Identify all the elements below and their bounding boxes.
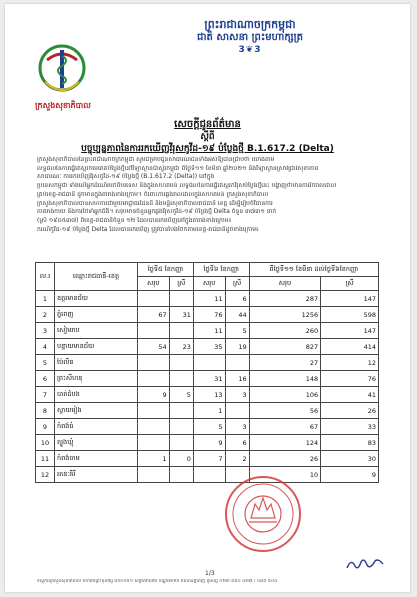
day2-total: 7: [193, 451, 225, 467]
day1-female: [169, 419, 193, 435]
day2-total: 31: [193, 371, 225, 387]
day2-total: 13: [193, 387, 225, 403]
document-subject: បច្ចុប្បន្នភាពនៃការរកឃើញវីរុសកូវីដ-១៩ បំប្លែងថ្មី B.1.617.2 (Delta): [81, 144, 334, 154]
day2-total: 11: [193, 323, 225, 339]
subheader-female: ស្រី: [169, 277, 193, 291]
body-line: ក្រសួងសុខាភិបាលនៃព្រះរាជាណាចក្រកម្ពុជា សូមជម្រាបជូនសាធារណជនទាំងអស់ឱ្យបានជ្រាបថា យោងតាម: [37, 156, 275, 163]
row-number: 2: [36, 307, 55, 323]
day2-total: [193, 467, 225, 483]
day2-female: 19: [225, 339, 249, 355]
cumulative-total: 148: [249, 371, 320, 387]
day2-total: 76: [193, 307, 225, 323]
body-line: ប្រទេសកម្ពុជា ទាំងលើអ្នកដំណើរមកពីបរទេស និងក្នុងសហគមន៍ លទ្ធផលនៃការធ្វើតេស្តរកវីរុសបំប្លែងថ្មីនេះ បង្ហាញថាមានការរីករាលដាល: [37, 182, 337, 190]
cumulative-total: 1256: [249, 307, 320, 323]
cumulative-female: 414: [321, 339, 379, 355]
day1-total: 54: [138, 339, 170, 355]
cumulative-female: 147: [321, 323, 379, 339]
day1-female: [169, 467, 193, 483]
row-number: 10: [36, 435, 55, 451]
header-day1: ថ្ងៃទី៥ ខែកញ្ញា: [138, 263, 194, 277]
day1-total: [138, 323, 170, 339]
table-row: [36, 435, 379, 451]
day2-female: 2: [225, 451, 249, 467]
province-name: កំពង់ចាម: [55, 451, 138, 467]
document-page: [5, 4, 410, 592]
body-paragraph: [37, 156, 387, 234]
signature-icon: [345, 556, 385, 572]
day1-female: [169, 291, 193, 307]
row-number: 12: [36, 467, 55, 483]
kingdom-header: [160, 18, 340, 57]
province-name: ស្វាយរៀង: [55, 403, 138, 419]
province-name: ព្រះសីហនុ: [55, 371, 138, 387]
province-name: បាត់ដំបង: [55, 387, 138, 403]
day2-total: 35: [193, 339, 225, 355]
body-line: គ្រប់ខេត្ត-រាជធានី ដូចមានក្នុងតារាងខាងក្រោម។ ចំពោះការឆ្លងរាលដាលក្នុងសហគមន៍ ក្រសួងសុខាភិបាល: [37, 190, 269, 198]
province-name: បន្ទាយមានជ័យ: [55, 339, 138, 355]
page-number: 1/3: [205, 570, 215, 577]
cumulative-female: 76: [321, 371, 379, 387]
day2-total: [193, 355, 225, 371]
province-name: រតនៈគិរី: [55, 467, 138, 483]
day2-female: 6: [225, 435, 249, 451]
table-row: [36, 419, 379, 435]
day1-female: [169, 323, 193, 339]
table-header-row: [36, 263, 379, 277]
cumulative-total: 124: [249, 435, 320, 451]
ministry-logo-icon: [37, 42, 87, 104]
header-cumulative: ពីថ្ងៃទី១១ ខែមីនា ដល់ថ្ងៃទី៦ខែកញ្ញា: [249, 263, 378, 277]
cumulative-total: 67: [249, 419, 320, 435]
document-subject-label: ស្តីពី: [200, 132, 215, 142]
cumulative-total: 10: [249, 467, 320, 483]
official-seal-icon: [223, 474, 303, 554]
row-number: 8: [36, 403, 55, 419]
day2-total: 9: [193, 435, 225, 451]
body-line: ករណីកូវីដ-១៩ បំប្លែងថ្មី Delta ដែលបានរកឃើញ ត្រូវបានបែងចែកតាមខេត្ត-រាជធានីដូចខាងក្រោម៖: [37, 225, 259, 233]
cumulative-total: 260: [249, 323, 320, 339]
ministry-name: ក្រសួងសុខាភិបាល: [35, 101, 91, 110]
day2-female: [225, 355, 249, 371]
province-name: សៀមរាប: [55, 323, 138, 339]
day2-female: 16: [225, 371, 249, 387]
header-no: ល.រ: [36, 263, 55, 291]
day2-female: 44: [225, 307, 249, 323]
day1-total: [138, 291, 170, 307]
day2-female: [225, 403, 249, 419]
subheader-female: ស្រី: [321, 277, 379, 291]
row-number: 11: [36, 451, 55, 467]
table-row: [36, 339, 379, 355]
cumulative-female: 598: [321, 307, 379, 323]
day1-female: [169, 355, 193, 371]
row-number: 7: [36, 387, 55, 403]
table-row: [36, 371, 379, 387]
row-number: 3: [36, 323, 55, 339]
table-row: [36, 387, 379, 403]
body-line: សាធារណៈ ការរកឃើញវីរុសកូវីដ-១៩ បំប្លែងថ្មី (B.1.617.2 (Delta)) នៅក្នុង: [37, 173, 215, 181]
body-line: ក្រសួងសុខាភិបាលបានសហការជាមួយអាជ្ញាធរដែនដី និងមន្ទីរសុខាភិបាលរាជធានី ខេត្ត ដើម្បីរៀបចំវិធានការ: [37, 199, 273, 207]
day1-female: [169, 371, 193, 387]
row-number: 5: [36, 355, 55, 371]
province-name: ត្បូងឃ្មុំ: [55, 435, 138, 451]
day2-female: 6: [225, 291, 249, 307]
day1-female: 5: [169, 387, 193, 403]
subheader-total: សរុប: [193, 277, 225, 291]
day1-total: 1: [138, 451, 170, 467]
day1-female: 31: [169, 307, 193, 323]
day1-total: [138, 467, 170, 483]
row-number: 4: [36, 339, 55, 355]
province-name: ប៉ៃលិន: [55, 355, 138, 371]
province-name: កំពង់ធំ: [55, 419, 138, 435]
footer-address: ទីស្តីការក្រសួងសុខាភិបាល មហាវិថីព្រះមុនីវង្ស លេខ១៥១ សង្កាត់វាលវង់ ខណ្ឌ៧មករា រាជធានីភ្នំពេញ ទូរស័ព្ទ ០២៣ ៨៨០ ៤២៧ / ០៨៥ ៥០៤: [37, 579, 278, 584]
document-title: សេចក្តីជូនព័ត៌មាន: [174, 119, 241, 130]
province-name: ឧត្តរមានជ័យ: [55, 291, 138, 307]
body-line: លទ្ធផលនៃការធ្វើតេស្តរកមេរោគបំប្លែងថ្មីនៅវិទ្យាស្ថានប៉ាស្ទ័រកម្ពុជា ពីថ្ងៃទី១១ ខែមីនា ឆ្នាំ២០២១ និងវិទ្យាស្ថានស្រាវជ្រាវសុខាភាព: [37, 164, 319, 172]
province-name: ភ្នំពេញ: [55, 307, 138, 323]
day1-total: [138, 435, 170, 451]
day1-total: [138, 403, 170, 419]
day2-female: 3: [225, 387, 249, 403]
day2-total: 1: [193, 403, 225, 419]
body-line: (ស្រី ១៩០៥៣៧) ពីខេត្ត-រាជធានីចំនួន ១២ ដែលបានរកឃើញនៅក្នុងតារាងខាងក្រោម៖: [37, 216, 232, 224]
cumulative-total: 26: [249, 451, 320, 467]
day1-female: [169, 403, 193, 419]
cumulative-female: 26: [321, 403, 379, 419]
table-row: [36, 403, 379, 419]
day1-total: [138, 371, 170, 387]
cases-table: [35, 262, 379, 483]
day2-total: 5: [193, 419, 225, 435]
subheader-total: សរុប: [138, 277, 170, 291]
row-number: 6: [36, 371, 55, 387]
day1-female: 23: [169, 339, 193, 355]
table-row: [36, 291, 379, 307]
row-number: 1: [36, 291, 55, 307]
table-row: [36, 355, 379, 371]
cumulative-total: 56: [249, 403, 320, 419]
cumulative-female: 9: [321, 467, 379, 483]
cumulative-total: 106: [249, 387, 320, 403]
cumulative-female: 33: [321, 419, 379, 435]
body-line: ភាគរាងកាយ និងការថែទាំអ្នកជំងឺ។ សរុបមានចំនួនអ្នកឆ្លងវីរុសកូវីដ-១៩ បំប្លែងថ្មី Delta ចំនួន ៣៧៣១ នាក់: [37, 208, 277, 216]
cumulative-total: 27: [249, 355, 320, 371]
cumulative-female: 41: [321, 387, 379, 403]
table-row: [36, 467, 379, 483]
day1-female: 0: [169, 451, 193, 467]
day1-total: [138, 419, 170, 435]
day2-female: 3: [225, 419, 249, 435]
cumulative-female: 83: [321, 435, 379, 451]
cumulative-total: 287: [249, 291, 320, 307]
cumulative-female: 12: [321, 355, 379, 371]
subheader-total: សរុប: [249, 277, 320, 291]
day1-total: 67: [138, 307, 170, 323]
day1-total: [138, 355, 170, 371]
header-province: ឈ្មោះរាជធានី-ខេត្ត: [55, 263, 138, 291]
day2-female: 5: [225, 323, 249, 339]
cumulative-female: 30: [321, 451, 379, 467]
cumulative-total: 827: [249, 339, 320, 355]
day2-total: 11: [193, 291, 225, 307]
table-row: [36, 451, 379, 467]
day1-female: [169, 435, 193, 451]
table-row: [36, 307, 379, 323]
national-motto: ជាតិ សាសនា ព្រះមហាក្សត្រ: [197, 32, 303, 43]
kingdom-title: ព្រះរាជាណាចក្រកម្ពុជា: [204, 18, 296, 31]
subheader-female: ស្រី: [225, 277, 249, 291]
row-number: 9: [36, 419, 55, 435]
header-day2: ថ្ងៃទី៦ ខែកញ្ញា: [193, 263, 249, 277]
table-row: [36, 323, 379, 339]
ornament-divider: 3❦3: [238, 45, 262, 55]
cumulative-female: 147: [321, 291, 379, 307]
day1-total: 9: [138, 387, 170, 403]
